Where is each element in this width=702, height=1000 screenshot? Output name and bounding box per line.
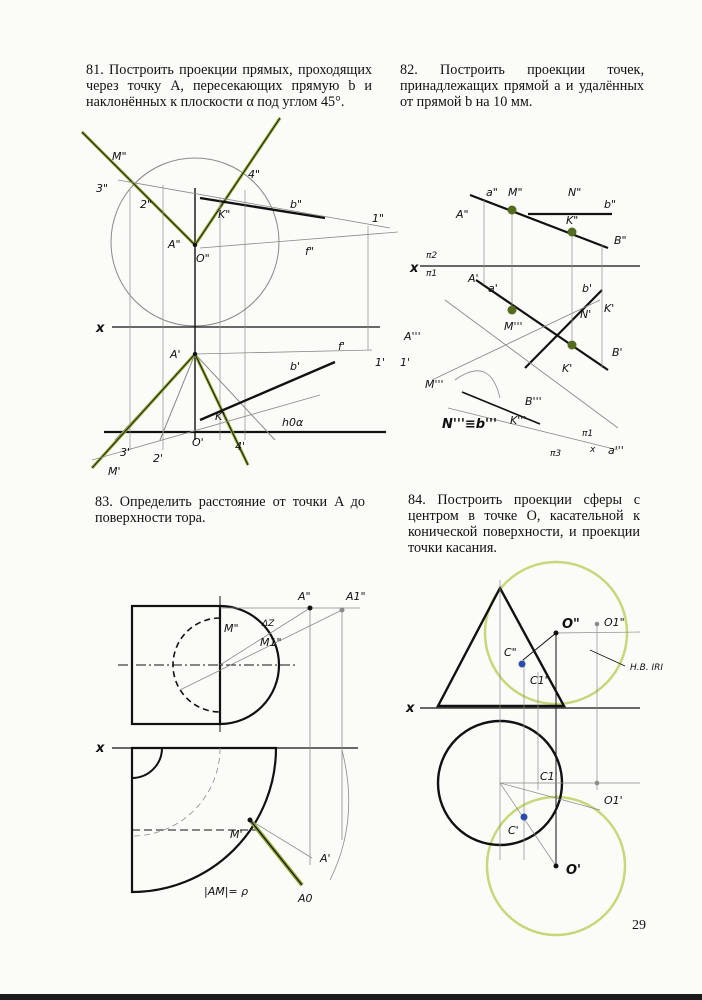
- task-84-body: Построить проекции сферы с центром в точке O, касательной к конической поверхности, и проекции точки касания.: [408, 492, 641, 556]
- line-83-dark: [250, 820, 302, 885]
- point-m1-83: [248, 818, 253, 823]
- label-bpt2-82: B": [614, 234, 627, 247]
- aux-82-1: [445, 300, 618, 428]
- label-k1-82: K': [604, 302, 615, 315]
- label-k3-82: K''': [510, 414, 527, 427]
- label-c2-84: C": [504, 646, 517, 659]
- label-b1-82: b': [582, 282, 593, 295]
- drawing-83: [95, 590, 366, 905]
- label-xb-82: x: [590, 445, 596, 455]
- label-o12-84: O1": [604, 616, 625, 629]
- point-a1: [193, 352, 197, 356]
- label-dz-83: ΔZ: [262, 619, 275, 629]
- label-1-1: 1': [375, 356, 386, 369]
- label-3-2: 3": [96, 182, 109, 195]
- label-m3-82: M''': [504, 320, 523, 333]
- task-82-body: Построить проекции точек, принадлежащих прямой a и удалённых от прямой b на 10 мм.: [400, 62, 644, 110]
- label-dist-83: |AM|= ρ: [204, 885, 249, 898]
- label-m1-81: M': [108, 465, 121, 478]
- point-m1-82: [508, 306, 517, 315]
- label-a2pt-82: A": [456, 208, 469, 221]
- label-a12-83: A1": [346, 590, 366, 603]
- task-82-number: 82.: [400, 62, 418, 78]
- label-pi1: π1: [426, 269, 438, 279]
- torus-top-mid: [132, 748, 220, 836]
- point-a2-83: [308, 606, 313, 611]
- label-m1-83: M': [230, 828, 243, 841]
- point-c1-84: [521, 814, 528, 821]
- task-83-number: 83.: [95, 494, 113, 510]
- aux-line-1: [118, 180, 390, 228]
- label-1-2: 1": [372, 212, 385, 225]
- task-81-body: Построить проекции прямых, проходящих через точку A, пересекающих прямую b и наклонённых к плоскости α под углом 45°.: [86, 62, 373, 110]
- point-o11-84: [595, 781, 600, 786]
- label-k2-82: K": [566, 214, 579, 227]
- label-n2-82: N": [568, 186, 582, 199]
- label-f2-81: f": [305, 245, 314, 258]
- aux-84-l2: [500, 783, 600, 810]
- label-b1-81: b': [290, 360, 301, 373]
- label-m3b-82: M''': [425, 378, 444, 391]
- label-2-2: 2": [140, 198, 153, 211]
- drawing-84: [405, 562, 663, 935]
- line-a2-82: [470, 195, 608, 248]
- label-b3-82: B''': [525, 395, 542, 408]
- label-f1-81: f': [338, 340, 345, 353]
- label-m12-83: M1": [260, 636, 282, 649]
- point-a12-83: [340, 608, 345, 613]
- point-k2-82: [568, 228, 577, 237]
- label-o2-84: O": [562, 617, 580, 632]
- label-a3line-82: a''': [608, 444, 624, 457]
- aux-line-f1: [195, 350, 372, 354]
- cone-gen-3: [160, 354, 195, 440]
- line-dark-3: [92, 354, 195, 468]
- label-pi1b: π1: [582, 429, 594, 439]
- drawing-82: [400, 186, 640, 459]
- torus-top-inner: [132, 748, 162, 778]
- label-b1pt-82: B': [612, 346, 623, 359]
- scan-edge: [0, 994, 702, 1000]
- label-a2-81: A": [168, 238, 181, 251]
- label-pi3: π3: [550, 449, 562, 459]
- cone-front-84: [438, 588, 564, 706]
- label-k1-81: K': [215, 410, 226, 423]
- label-pi2: π2: [426, 251, 438, 261]
- label-hv-84: Н.В. IRI: [630, 663, 664, 673]
- label-n3-82: N'''≡b''': [442, 417, 497, 432]
- label-o1-84: O': [566, 863, 582, 878]
- label-x-84: x: [406, 701, 415, 716]
- point-o12-84: [595, 622, 600, 627]
- label-m2-82: M": [508, 186, 523, 199]
- label-o11-84: O1': [604, 794, 623, 807]
- page-number: 29: [632, 918, 646, 933]
- task-81-number: 81.: [86, 62, 104, 78]
- label-h0a: h0α: [282, 416, 304, 429]
- label-a1pt-82: A': [468, 272, 479, 285]
- label-o1-81: O': [192, 436, 204, 449]
- task-84-number: 84.: [408, 492, 426, 508]
- aux-83-arc: [330, 750, 349, 880]
- label-c12-84: C1": [530, 674, 550, 687]
- label-a1-83: A': [320, 852, 331, 865]
- point-k1-82: [568, 341, 577, 350]
- label-3-1: 3': [120, 446, 131, 459]
- label-x-82: x: [410, 261, 419, 276]
- task-83-body: Определить расстояние от точки A до поверхности тора.: [95, 494, 365, 526]
- point-m2-82: [508, 206, 517, 215]
- point-c2-84: [519, 661, 526, 668]
- label-4-2: 4": [248, 168, 261, 181]
- point-a2: [193, 243, 197, 247]
- label-c1p-84: C1': [540, 770, 558, 783]
- label-4-1: 4': [235, 440, 246, 453]
- arc-82: [455, 371, 500, 398]
- label-o2-81: O": [196, 252, 210, 265]
- drawing-81: [82, 118, 398, 478]
- label-x-83: x: [96, 741, 105, 756]
- line-b1-82: [525, 290, 602, 368]
- line-dark-2: [195, 118, 280, 245]
- label-m2-83: M": [224, 622, 239, 635]
- label-a1-81: A': [170, 348, 181, 361]
- label-a0-83: A0: [298, 892, 313, 905]
- label-m2-81: M": [112, 150, 127, 163]
- label-a3-82: A''': [404, 330, 421, 343]
- label-x-81: x: [96, 321, 105, 336]
- label-b2-82: b": [604, 198, 617, 211]
- aux-83-l3: [250, 820, 312, 858]
- point-o2-84: [554, 631, 559, 636]
- leader-84: [590, 650, 625, 666]
- label-2-1: 2': [153, 452, 164, 465]
- label-1-82: 1': [400, 356, 411, 369]
- label-c1-84: C': [508, 824, 519, 837]
- label-k1b-82: K': [562, 362, 573, 375]
- label-n1-82: N': [580, 308, 592, 321]
- point-o1-84: [554, 864, 559, 869]
- label-k2-81: K": [218, 208, 231, 221]
- label-a2-83: A": [298, 590, 311, 603]
- label-b2-81: b": [290, 198, 303, 211]
- label-a2-82: a": [486, 186, 498, 199]
- label-a1-82: a': [488, 282, 498, 295]
